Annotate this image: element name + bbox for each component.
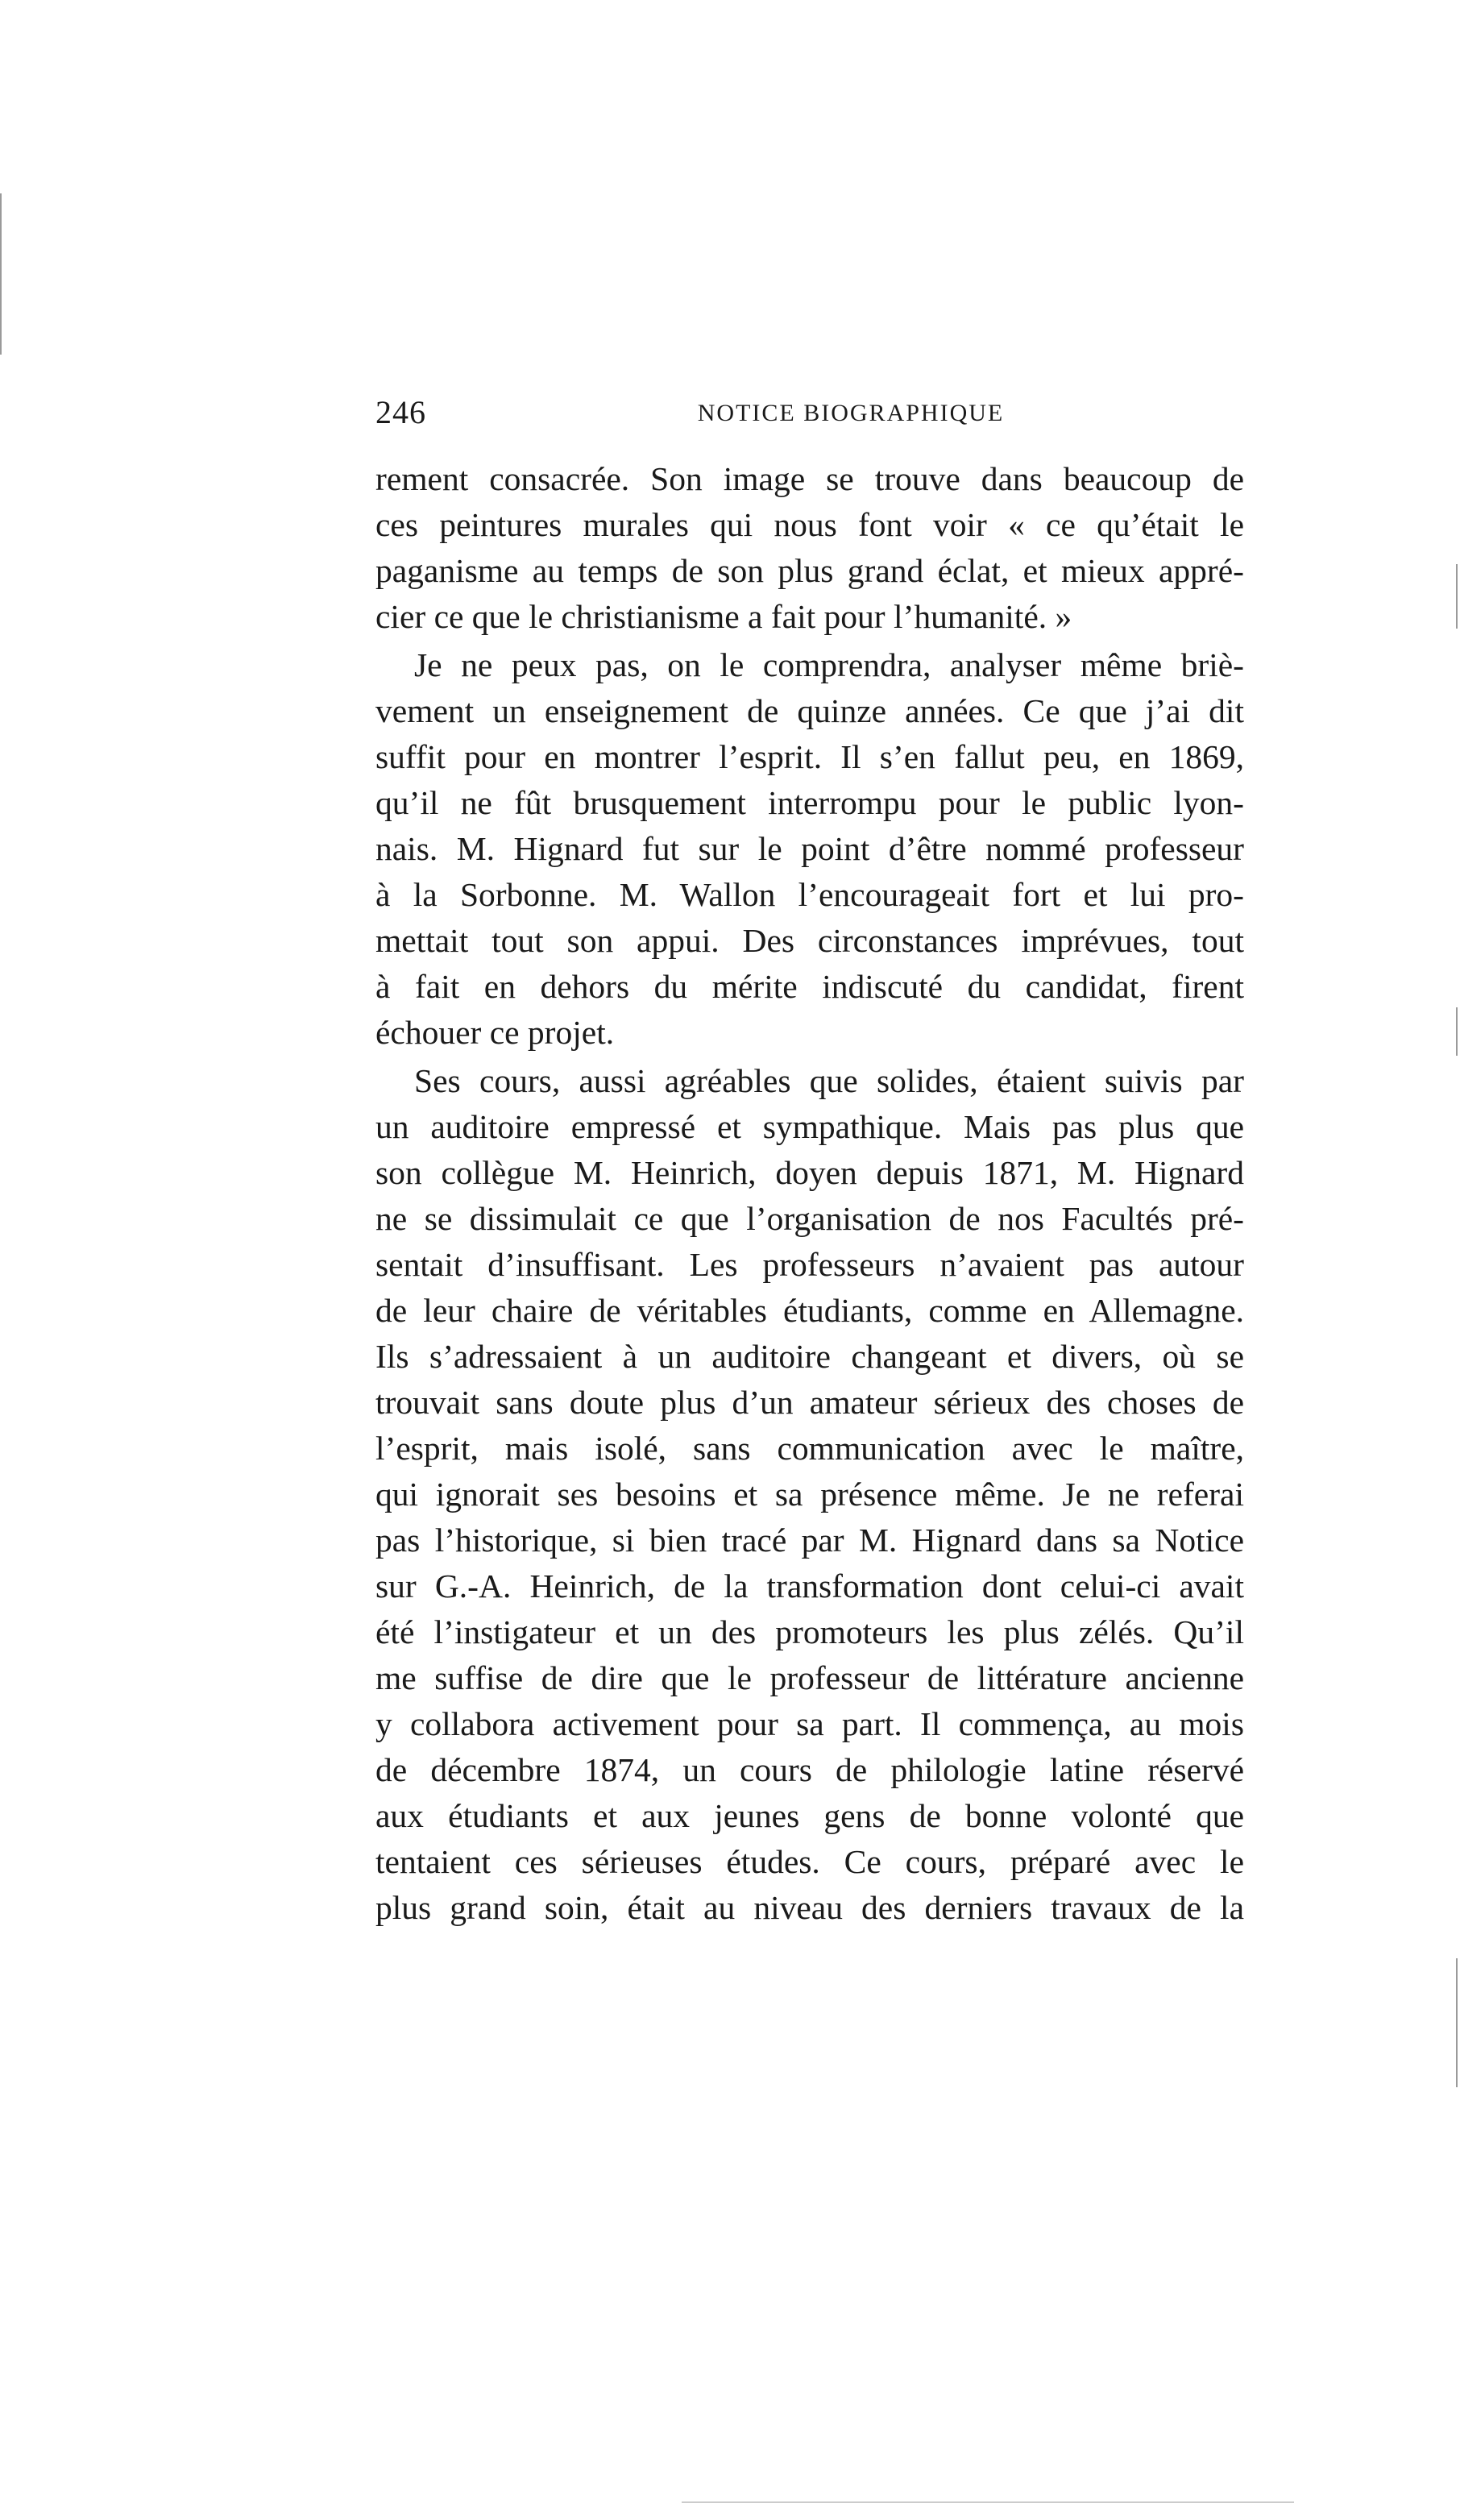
text-line: été l’instigateur et un des promoteurs les plus zélés. Qu’il bbox=[375, 1613, 1244, 1650]
paragraph bbox=[375, 642, 1244, 1056]
text-line: échouer ce projet. bbox=[375, 1014, 615, 1051]
text-line: y collabora activement pour sa part. Il commença, au mois bbox=[375, 1705, 1244, 1742]
text-line: Ses cours, aussi agréables que solides, étaient suivis par bbox=[414, 1062, 1244, 1099]
body-text bbox=[375, 456, 1244, 1931]
text-line: cier ce que le christianisme a fait pour l’humanité. » bbox=[375, 598, 1072, 635]
text-line: ces peintures murales qui nous font voir « ce qu’était le bbox=[375, 506, 1244, 543]
scan-edge-mark bbox=[1456, 1958, 1458, 2087]
text-line: qui ignorait ses besoins et sa présence même. Je ne referai bbox=[375, 1476, 1244, 1513]
text-line: mettait tout son appui. Des circonstances imprévues, tout bbox=[375, 922, 1244, 959]
page-header bbox=[375, 393, 1278, 442]
text-line: pas l’historique, si bien tracé par M. Hignard dans sa Notice bbox=[375, 1522, 1244, 1559]
text-line: vement un enseignement de quinze années. Ce que j’ai dit bbox=[375, 692, 1244, 729]
text-line: tentaient ces sérieuses études. Ce cours, préparé avec le bbox=[375, 1843, 1244, 1880]
scan-edge-mark bbox=[0, 193, 2, 355]
text-line: nais. M. Hignard fut sur le point d’être nommé professeur bbox=[375, 830, 1244, 867]
scan-edge-mark bbox=[1456, 564, 1458, 629]
text-line: qu’il ne fût brusquement interrompu pour le public lyon- bbox=[375, 784, 1244, 821]
text-line: me suffise de dire que le professeur de littérature ancienne bbox=[375, 1659, 1244, 1696]
paragraph bbox=[375, 1058, 1244, 1931]
text-line: sentait d’insuffisant. Les professeurs n’avaient pas autour bbox=[375, 1246, 1244, 1283]
text-line: sur G.-A. Heinrich, de la transformation dont celui-ci avait bbox=[375, 1567, 1244, 1605]
text-line: rement consacrée. Son image se trouve dans beaucoup de bbox=[375, 460, 1244, 497]
text-line: ne se dissimulait ce que l’organisation de nos Facultés pré- bbox=[375, 1200, 1244, 1237]
text-line: aux étudiants et aux jeunes gens de bonne volonté que bbox=[375, 1797, 1244, 1834]
text-line: paganisme au temps de son plus grand éclat, et mieux appré- bbox=[375, 552, 1244, 589]
text-line: suffit pour en montrer l’esprit. Il s’en fallut peu, en 1869, bbox=[375, 738, 1244, 775]
text-line: trouvait sans doute plus d’un amateur sérieux des choses de bbox=[375, 1384, 1244, 1421]
text-line: de leur chaire de véritables étudiants, comme en Allemagne. bbox=[375, 1292, 1244, 1329]
scan-edge-mark bbox=[1456, 1007, 1458, 1056]
paragraph bbox=[375, 456, 1244, 640]
text-line: l’esprit, mais isolé, sans communication avec le maître, bbox=[375, 1430, 1244, 1467]
text-line: son collègue M. Heinrich, doyen depuis 1871, M. Hignard bbox=[375, 1154, 1244, 1191]
text-line: Je ne peux pas, on le comprendra, analyser même briè- bbox=[414, 646, 1244, 683]
text-line: à la Sorbonne. M. Wallon l’encourageait fort et lui pro- bbox=[375, 876, 1244, 913]
page-number: 246 bbox=[375, 394, 426, 430]
text-line: Ils s’adressaient à un auditoire changeant et divers, où se bbox=[375, 1338, 1244, 1375]
text-line: à fait en dehors du mérite indiscuté du candidat, firent bbox=[375, 968, 1244, 1005]
running-title: NOTICE BIOGRAPHIQUE bbox=[697, 400, 1005, 426]
text-line: un auditoire empressé et sympathique. Mais pas plus que bbox=[375, 1108, 1244, 1145]
scan-edge-mark bbox=[682, 2501, 1294, 2503]
text-line: de décembre 1874, un cours de philologie latine réservé bbox=[375, 1751, 1244, 1788]
text-line: plus grand soin, était au niveau des derniers travaux de la bbox=[375, 1889, 1244, 1926]
